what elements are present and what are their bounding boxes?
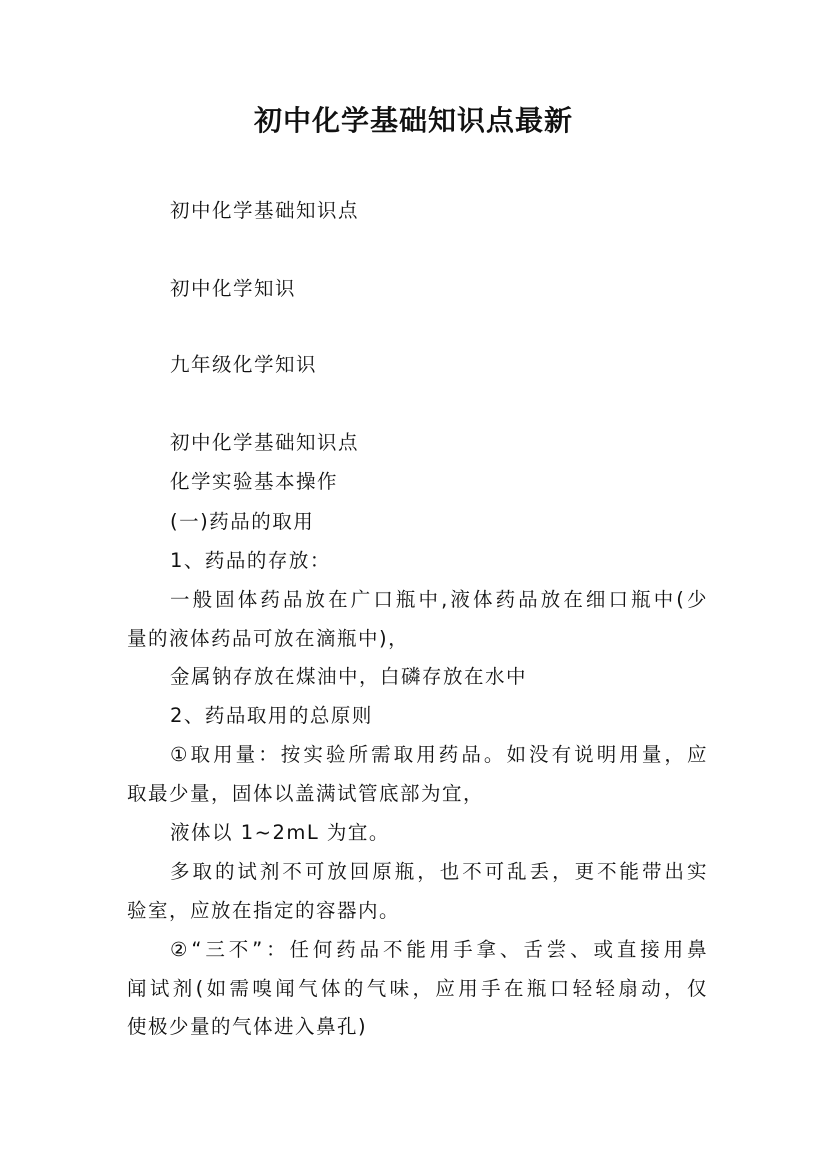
paragraph-line: 液体以 1~2mL 为宜。	[170, 821, 390, 844]
paragraph-line: ①取用量：按实验所需取用药品。如没有说明用量，应	[170, 743, 707, 766]
item-heading: 1、药品的存放：	[170, 549, 331, 572]
paragraph-line: 多取的试剂不可放回原瓶，也不可乱丢，更不能带出实	[170, 860, 707, 883]
paragraph-line: ②“三不”：任何药品不能用手拿、舌尝、或直接用鼻	[170, 938, 707, 961]
section-heading: 初中化学基础知识点	[170, 431, 360, 454]
section-subheading: 化学实验基本操作	[170, 470, 339, 493]
document-title: 初中化学基础知识点最新	[253, 104, 573, 137]
subsection-heading: (一)药品的取用	[170, 510, 315, 533]
heading-grade-nine: 九年级化学知识	[170, 353, 318, 376]
paragraph-line: 量的液体药品可放在滴瓶中)，	[127, 627, 410, 650]
paragraph-line: 金属钠存放在煤油中，白磷存放在水中	[170, 665, 528, 688]
paragraph-line: 验室，应放在指定的容器内。	[127, 899, 401, 922]
paragraph-line: 闻试剂(如需嗅闻气体的气味，应用手在瓶口轻轻扇动，仅	[127, 977, 707, 1000]
heading-basic-knowledge: 初中化学基础知识点	[170, 199, 360, 222]
heading-chemistry-knowledge: 初中化学知识	[170, 277, 297, 300]
paragraph-line: 使极少量的气体进入鼻孔)	[127, 1015, 368, 1038]
item-heading: 2、药品取用的总原则	[170, 704, 373, 727]
paragraph-line: 一般固体药品放在广口瓶中,液体药品放在细口瓶中(少	[170, 588, 707, 611]
paragraph-line: 取最少量，固体以盖满试管底部为宜，	[127, 782, 485, 805]
